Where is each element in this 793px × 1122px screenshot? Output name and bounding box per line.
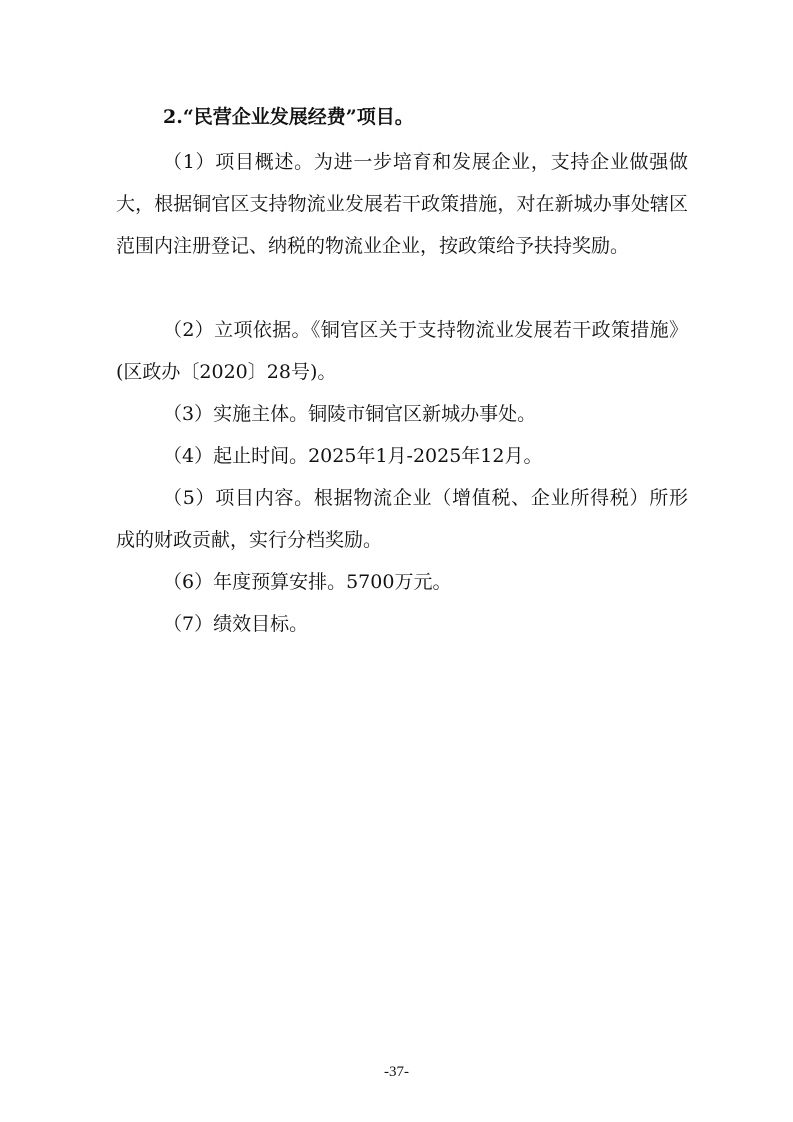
section-heading: 2.“民营企业发展经费”项目。 [163, 106, 414, 128]
paragraph-content: （5）项目内容。根据物流企业（增值税、企业所得税）所形成的财政贡献，实行分档奖励。 [116, 487, 688, 551]
page-number: -37- [384, 1064, 409, 1080]
paragraph-budget: （6）年度预算安排。5700万元。 [163, 571, 452, 593]
paragraph-basis: （2）立项依据。《铜官区关于支持物流业发展若干政策措施》(区政办〔2020〕28号)。 [116, 319, 688, 383]
paragraph-project-overview: （1）项目概述。为进一步培育和发展企业，支持企业做强做大，根据铜官区支持物流业发展若干政策措施，对在新城办事处辖区范围内注册登记、纳税的物流业企业，按政策给予扶持奖励。 [116, 151, 688, 257]
paragraph-implementer: （3）实施主体。铜陵市铜官区新城办事处。 [163, 403, 537, 425]
paragraph-period: （4）起止时间。2025年1月-2025年12月。 [163, 445, 543, 467]
paragraph-performance-goal: （7）绩效目标。 [163, 613, 309, 635]
